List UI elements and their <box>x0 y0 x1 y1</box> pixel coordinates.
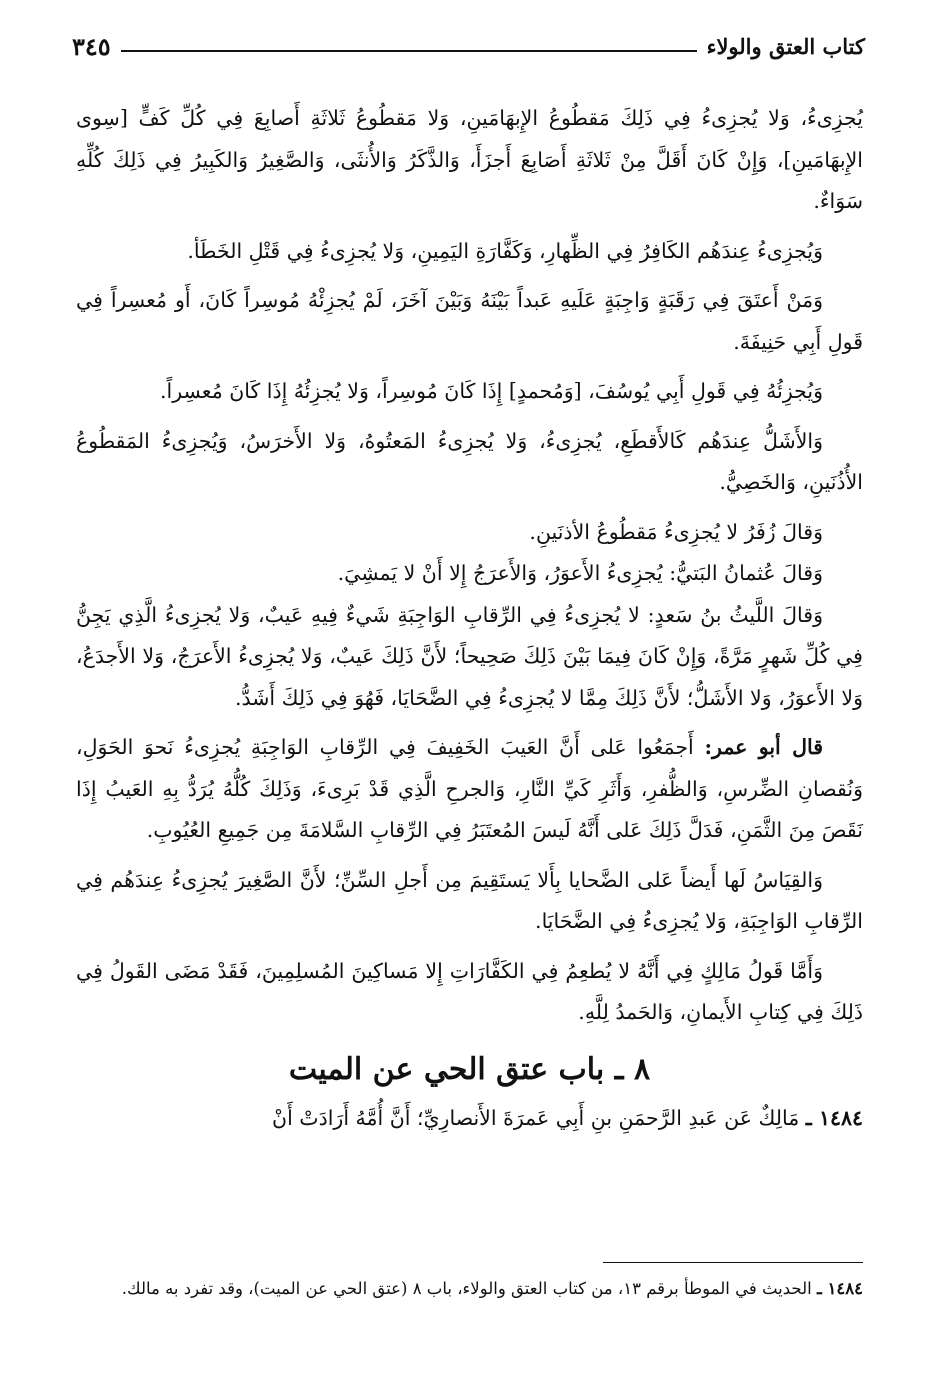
paragraph-text: أَجمَعُوا عَلى أَنَّ العَيبَ الخَفِيفَ فِي الرِّقابِ الوَاجِبَةِ يُجزِىءُ نَحوَ الحَوَلِ، وَنُقصانِ الضِّرسِ، وَالظُّفرِ، وَأَثَرِ كَيِّ النَّارِ، وَالجرحِ الَّذِي قَدْ بَرِىءَ، وَذَلِكَ كُلُّهُ يُرَدُّ بِهِ العَيبُ إِذَا نَقَصَ مِنَ الثَّمَنِ، فَدَلَّ ذَلِكَ عَلى أَنَّهُ لَيسَ المُعتَبَرُ فِي الرِّقابِ السَّلامَةَ مِن جَمِيعِ العُيُوبِ. <box>76 735 863 842</box>
paragraph: وَالأَشَلُّ عِندَهُم كَالأَقطَعِ، يُجزِىءُ، وَلا يُجزِىءُ المَعتُوهُ، وَلا الأَخرَسُ، وَيُجزِىءُ المَقطُوعُ الأُذُنَينِ، وَالخَصِيُّ. <box>76 428 863 494</box>
footnote-rule <box>603 1262 863 1263</box>
paragraph-abu-umar <box>76 727 863 852</box>
paragraph: يُجزِىءُ، وَلا يُجزِىءُ فِي ذَلِكَ مَقطُوعُ الإِبهَامَينِ، وَلا مَقطُوعُ ثَلاثَةِ أَصابِعَ فِي كُلِّ كَفٍّ [سِوى الإِبهَامَينِ]، وَإِنْ كَانَ أَقَلَّ مِنْ ثَلاثَةِ أَصَابِعَ أَجزَأَ، وَالذَّكَرُ وَالأُنثَى، وَالصَّغِيرُ وَالكَبِيرُ فِي ذَلِكَ كُلِّهِ سَوَاءٌ. <box>76 106 863 213</box>
page-number: ٣٤٥ <box>72 31 111 61</box>
hadith-entry <box>76 1098 863 1140</box>
hadith-text: مَالِكٌ عَن عَبدِ الرَّحمَنِ بنِ أَبِي عَمرَةَ الأَنصارِيِّ؛ أَنَّ أُمَّهُ أَرَادَتْ أَنْ <box>272 1105 800 1130</box>
paragraph: وَقالَ اللَّيثُ بنُ سَعدٍ: لا يُجزِىءُ فِي الرِّقابِ الوَاجِبَةِ شَيءٌ فِيهِ عَيبٌ، وَلا يُجزِىءُ الَّذِي يَجِنُّ فِي كُلِّ شَهرٍ مَرَّةً، وَإِنْ كَانَ فِيمَا بَيْنَ ذَلِكَ صَحِيحاً؛ لأَنَّ ذَلِكَ عَيبٌ، وَلا يُجزِىءُ الأَعرَجُ، وَلا الأَجدَعُ، وَلا الأَعوَرُ، وَلا الأَشَلُّ؛ لأَنَّ ذَلِكَ مِمَّا لا يُجزِىءُ فِي الضَّحَايَا، فَهُوَ فِي ذَلِكَ أَشَدُّ. <box>76 602 863 710</box>
running-header <box>72 28 865 64</box>
paragraph: وَقالَ زُفَرُ لا يُجزِىءُ مَقطُوعُ الأذنَينِ. <box>529 519 823 544</box>
speaker-label: قال أبو عمر: <box>704 735 824 759</box>
header-rule <box>121 50 697 52</box>
paragraph: وَالقِيَاسُ لَها أَيضاً عَلى الضَّحايا بِأَلا يَستَقِيمَ مِن أَجلِ السِّنِّ؛ لأَنَّ الصَّغِيرَ يُجزِىءُ عِندَهُم فِي الرِّقابِ الوَاجِبَةِ، وَلا يُجزِىءُ فِي الضَّحَايَا. <box>76 867 863 933</box>
hadith-number: ١٤٨٤ ـ <box>805 1105 863 1130</box>
paragraph: وَيُجزِئُهُ فِي قَولِ أَبِي يُوسُفَ، [وَمُحمدٍ] إِذَا كَانَ مُوسِراً، وَلا يُجزِئُهُ إِذَا كَانَ مُعسِراً. <box>160 379 823 403</box>
book-title: كتاب العتق والولاء <box>706 33 865 59</box>
footnote-number: ١٤٨٤ ـ <box>816 1279 863 1298</box>
paragraph: وَمَنْ أَعتَقَ فِي رَقَبَةٍ وَاجِبَةٍ عَلَيهِ عَبداً بَيْنَهُ وَبَيْنَ آخَرَ، لَمْ يُجزِئْهُ مُوسِراً كَانَ، أَو مُعسِراً فِي قَولِ أَبِي حَنِيفَةَ. <box>76 288 863 354</box>
paragraph: وَقالَ عُثمانُ البَتيُّ: يُجزِىءُ الأَعوَرُ، وَالأَعرَجُ إِلا أَنْ لا يَمشِيَ. <box>337 561 823 585</box>
paragraph: وَأَمَّا قَولُ مَالِكٍ فِي أَنَّهُ لا يُطعِمُ فِي الكَفَّارَاتِ إِلا مَساكِينَ المُسلِمِينَ، فَقَدْ مَضَى القَولُ فِي ذَلِكَ فِي كِتابِ الأَيمانِ، وَالحَمدُ لِلَّهِ. <box>76 958 863 1024</box>
footnote <box>76 1274 863 1304</box>
main-text <box>76 98 863 1147</box>
paragraph: وَيُجزِىءُ عِندَهُم الكَافِرُ فِي الظِّهارِ، وَكَفَّارَةِ اليَمِينِ، وَلا يُجزِىءُ فِي قَتْلِ الخَطَأ. <box>187 238 823 263</box>
footnote-text: الحديث في الموطأ برقم ١٣، من كتاب العتق والولاء، باب ٨ (عتق الحي عن الميت)، وقد تفرد به مالك. <box>121 1279 812 1298</box>
chapter-heading: ٨ ـ باب عتق الحي عن الميت <box>288 1051 651 1087</box>
